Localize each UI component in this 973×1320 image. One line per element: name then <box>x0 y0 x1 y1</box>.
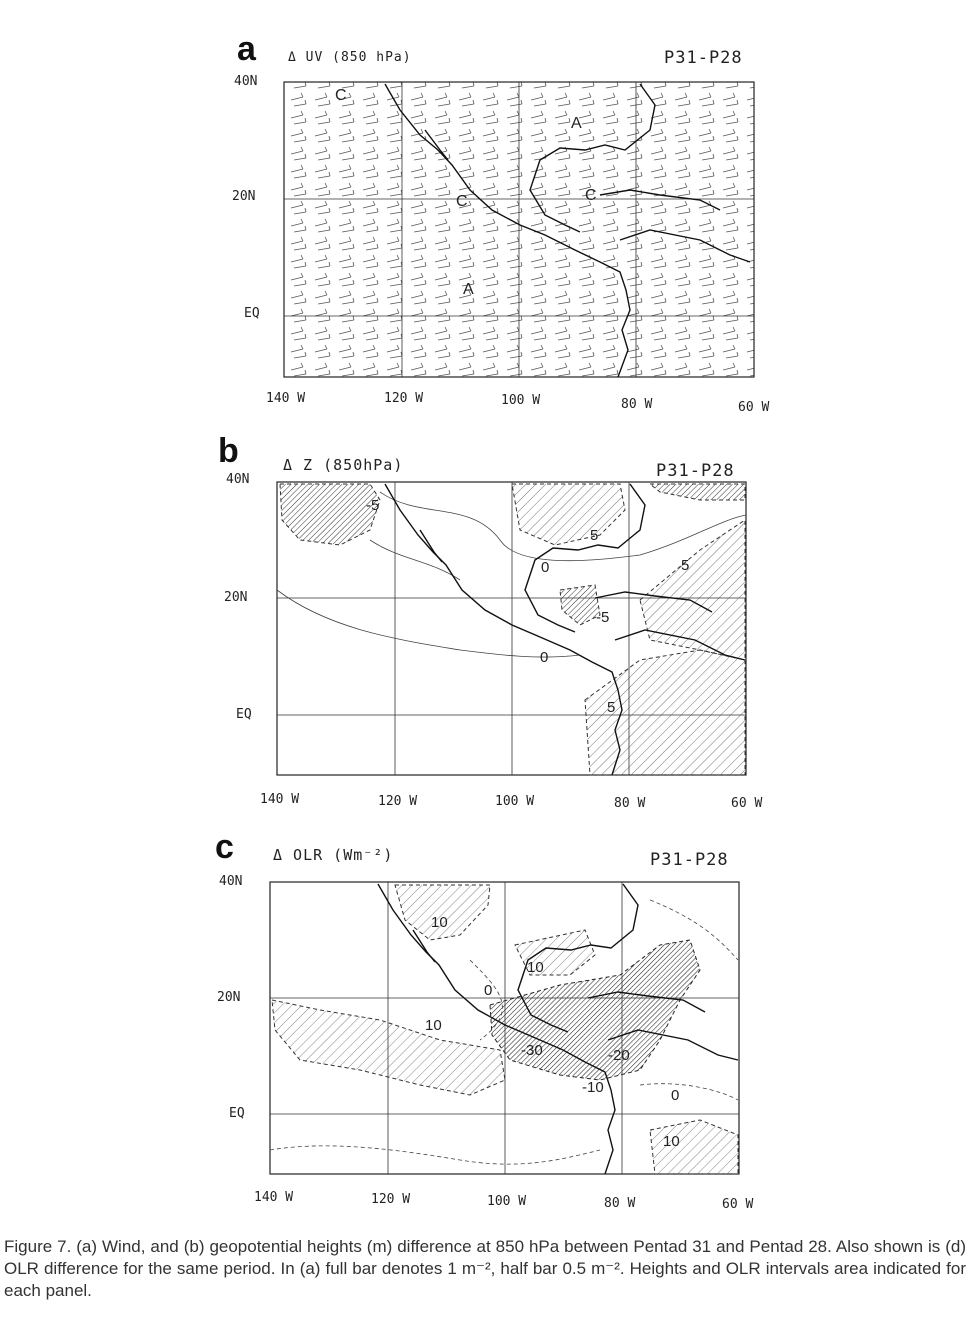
lat-label-40n: 40N <box>226 472 250 487</box>
lon-label-140w: 140 W <box>266 391 306 406</box>
contour-label: 0 <box>540 649 549 666</box>
panel-variable-label: Δ UV (850 hPa) <box>288 50 412 65</box>
lon-label-60w: 60 W <box>738 400 770 415</box>
map-label-c: C <box>456 193 468 210</box>
map-label-c: C <box>585 187 597 204</box>
lon-label-80w: 80 W <box>614 796 646 811</box>
lon-label-80w: 80 W <box>604 1196 636 1211</box>
contour-label: 0 <box>484 982 493 999</box>
contour-label: 0 <box>671 1087 680 1104</box>
panel-period-label: P31-P28 <box>656 461 735 481</box>
lon-label-100w: 100 W <box>487 1194 527 1209</box>
figure-caption: Figure 7. (a) Wind, and (b) geopotential heights (m) difference at 850 hPa between Pentad 31 and Pentad 28. Also shown is (d) OLR difference for the same period. In (a) full bar denotes 1 m⁻², half bar 0.5 m⁻². Heights and OLR intervals area indicated for each panel. <box>4 1237 966 1300</box>
panel-letter: c <box>215 828 234 866</box>
lon-label-60w: 60 W <box>722 1197 754 1212</box>
lat-label-20n: 20N <box>217 990 241 1005</box>
panel-variable-label: Δ Z (850hPa) <box>283 456 404 474</box>
lat-label-20n: 20N <box>224 590 248 605</box>
map-label-a: A <box>571 115 582 132</box>
lat-label-40n: 40N <box>234 74 258 89</box>
contour-label: 10 <box>663 1133 680 1150</box>
contour-label: -30 <box>521 1042 543 1059</box>
contour-label: 10 <box>527 959 544 976</box>
lon-label-80w: 80 W <box>621 397 653 412</box>
lon-label-100w: 100 W <box>501 393 541 408</box>
lon-label-120w: 120 W <box>384 391 424 406</box>
panel-period-label: P31-P28 <box>664 48 743 68</box>
map-label-c: C <box>335 87 347 104</box>
lat-label-eq: EQ <box>236 707 252 722</box>
lon-label-100w: 100 W <box>495 794 535 809</box>
contour-label: -5 <box>596 609 610 626</box>
panel-period-label: P31-P28 <box>650 850 729 870</box>
panel-letter: b <box>218 432 239 470</box>
contour-label: 10 <box>425 1017 442 1034</box>
lat-label-eq: EQ <box>229 1106 245 1121</box>
lon-label-140w: 140 W <box>254 1190 294 1205</box>
panel-letter: a <box>237 30 256 68</box>
lon-label-120w: 120 W <box>378 794 418 809</box>
lon-label-60w: 60 W <box>731 796 763 811</box>
lon-label-140w: 140 W <box>260 792 300 807</box>
contour-label: -5 <box>366 497 380 514</box>
lat-label-20n: 20N <box>232 189 256 204</box>
lon-label-120w: 120 W <box>371 1192 411 1207</box>
contour-label: 5 <box>607 699 616 716</box>
contour-label: 0 <box>541 559 550 576</box>
contour-label: 10 <box>431 914 448 931</box>
contour-label: 5 <box>681 557 690 574</box>
lat-label-40n: 40N <box>219 874 243 889</box>
contour-label: 5 <box>590 527 599 544</box>
contour-label: -20 <box>608 1047 630 1064</box>
map-label-a: A <box>463 281 474 298</box>
lat-label-eq: EQ <box>244 306 260 321</box>
panel-variable-label: Δ OLR (Wm⁻²) <box>273 846 394 864</box>
contour-label: -10 <box>582 1079 604 1096</box>
